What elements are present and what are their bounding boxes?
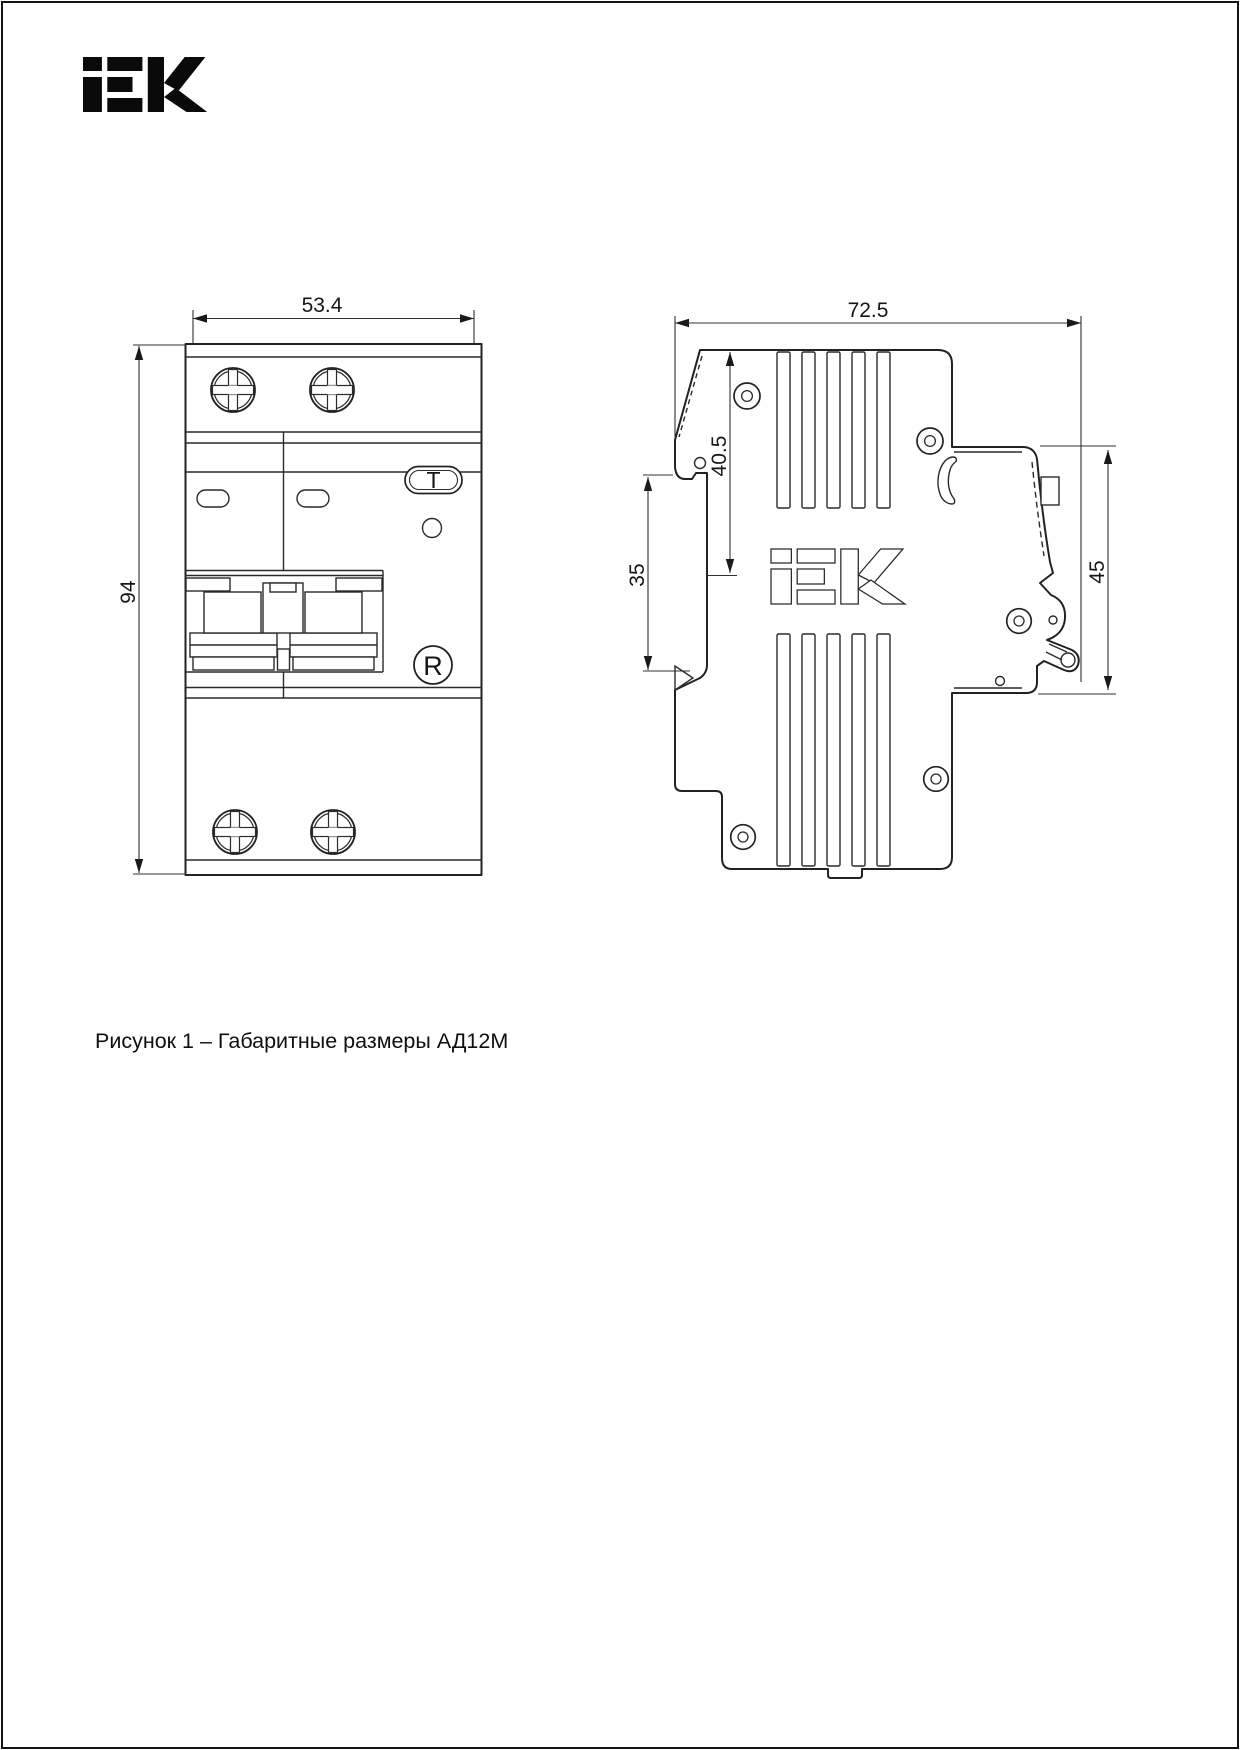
rivet-icon	[1007, 609, 1032, 634]
dim-width	[193, 294, 474, 343]
side-view	[626, 299, 1116, 878]
dim-width-label: 53.4	[301, 294, 343, 317]
rivet-icon	[731, 825, 756, 850]
toggle-handles	[186, 571, 383, 673]
iek-logo	[83, 57, 207, 112]
test-button	[405, 467, 462, 494]
terminal-screw-icon	[211, 368, 255, 412]
dim-depth-label: 72.5	[847, 299, 889, 322]
front-view	[117, 294, 482, 875]
front-tab	[1041, 477, 1059, 505]
recess-oval	[297, 490, 329, 507]
dim-rail-seat-label: 35	[626, 563, 649, 587]
dim-height	[117, 345, 186, 874]
terminal-screw-icon	[310, 368, 354, 412]
terminal-screw-icon	[213, 810, 257, 854]
dim-rail-seat	[626, 475, 690, 671]
svg-text:R: R	[423, 651, 443, 681]
indicator-window	[423, 519, 442, 538]
rivet-icon	[734, 383, 760, 409]
dim-height-label: 94	[117, 580, 140, 604]
svg-text:T: T	[426, 467, 441, 493]
dim-top-to-rail-label: 40.5	[708, 435, 731, 477]
figure-caption: Рисунок 1 – Габаритные размеры АД12М	[95, 1029, 509, 1053]
reset-button	[414, 646, 452, 684]
rivet-icon	[917, 428, 943, 454]
dim-rear-height-label: 45	[1086, 560, 1109, 584]
rivet-icon	[924, 767, 949, 792]
recess-oval	[197, 490, 229, 507]
terminal-screw-icon	[311, 810, 355, 854]
